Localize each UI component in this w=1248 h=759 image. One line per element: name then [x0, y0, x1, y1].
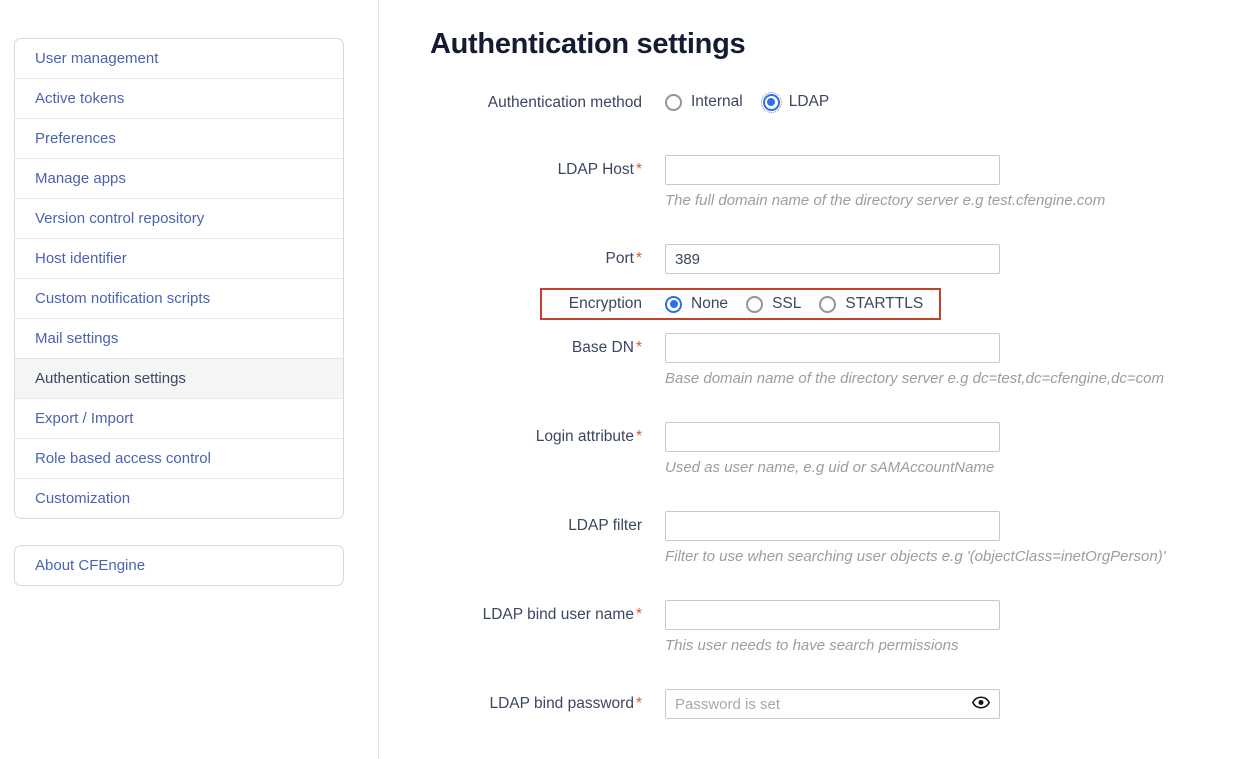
toggle-password-visibility-button[interactable] — [970, 694, 992, 714]
radio-internal-label: Internal — [691, 93, 743, 110]
bind-user-input[interactable] — [665, 600, 1000, 630]
sidebar-item-about-cfengine[interactable]: About CFEngine — [35, 557, 146, 574]
login-attribute-input[interactable] — [665, 422, 1000, 452]
bind-password-input[interactable] — [665, 689, 1000, 719]
bind-password-label — [430, 689, 642, 714]
sidebar-item-custom-notification-scripts[interactable]: Custom notification scripts — [15, 278, 343, 318]
sidebar-item-active-tokens[interactable]: Active tokens — [15, 78, 343, 118]
radio-ldap-label: LDAP — [788, 93, 830, 110]
bind-user-help: This user needs to have search permissions — [665, 637, 959, 654]
ldap-host-input[interactable] — [665, 155, 1000, 185]
radio-internal-icon — [665, 94, 682, 111]
encryption-label: Encryption — [568, 295, 642, 312]
bind-password-row — [430, 689, 1210, 719]
radio-starttls-icon — [819, 296, 836, 313]
ldap-filter-help: Filter to use when searching user objects e.g '(objectClass=inetOrgPerson)' — [665, 548, 1166, 565]
sidebar-item-authentication-settings[interactable]: Authentication settings — [15, 358, 343, 398]
settings-sidebar — [14, 38, 344, 586]
required-asterisk: * — [635, 606, 642, 623]
bind-password-label-text: LDAP bind password — [489, 695, 634, 712]
ldap-filter-input[interactable] — [665, 511, 1000, 541]
ldap-host-label — [430, 155, 642, 180]
radio-encryption-ssl[interactable] — [746, 295, 801, 313]
about-card — [14, 545, 344, 586]
auth-method-label: Authentication method — [487, 94, 642, 111]
sidebar-item-customization[interactable]: Customization — [15, 478, 343, 518]
required-asterisk: * — [635, 161, 642, 178]
sidebar-item-host-identifier[interactable]: Host identifier — [15, 238, 343, 278]
encryption-row — [430, 288, 1210, 320]
base-dn-help: Base domain name of the directory server e.g dc=test,dc=cfengine,dc=com — [665, 370, 1165, 387]
settings-nav-card — [14, 38, 344, 519]
radio-ssl-label: SSL — [772, 295, 802, 312]
radio-ssl-icon — [746, 296, 763, 313]
ldap-host-row — [430, 155, 1210, 210]
base-dn-row — [430, 333, 1210, 388]
required-asterisk: * — [635, 428, 642, 445]
radio-ldap[interactable] — [763, 93, 830, 111]
sidebar-item-export-import[interactable]: Export / Import — [15, 398, 343, 438]
ldap-host-label-text: LDAP Host — [557, 161, 634, 178]
auth-method-radio-group — [665, 91, 1210, 111]
sidebar-item-role-based-access-control[interactable]: Role based access control — [15, 438, 343, 478]
login-attribute-row — [430, 422, 1210, 477]
sidebar-item-mail-settings[interactable]: Mail settings — [15, 318, 343, 358]
radio-encryption-starttls[interactable] — [819, 295, 923, 313]
radio-none-icon — [665, 296, 682, 313]
bind-user-label-text: LDAP bind user name — [482, 606, 634, 623]
ldap-filter-label-text: LDAP filter — [568, 517, 642, 534]
port-row — [430, 244, 1210, 274]
main-content — [430, 28, 1210, 719]
radio-encryption-none[interactable] — [665, 295, 728, 313]
password-input-wrap — [665, 689, 1000, 719]
port-input[interactable] — [665, 244, 1000, 274]
port-label-text: Port — [605, 250, 634, 267]
bind-user-label — [430, 600, 642, 625]
ldap-host-help: The full domain name of the directory server e.g test.cfengine.com — [665, 192, 1106, 209]
port-label — [430, 244, 642, 269]
vertical-divider — [378, 0, 379, 759]
required-asterisk: * — [635, 250, 642, 267]
login-attribute-label-text: Login attribute — [535, 428, 634, 445]
sidebar-item-manage-apps[interactable]: Manage apps — [15, 158, 343, 198]
sidebar-item-version-control-repository[interactable]: Version control repository — [15, 198, 343, 238]
radio-ldap-icon — [763, 94, 780, 111]
base-dn-label — [430, 333, 642, 358]
sidebar-item-preferences[interactable]: Preferences — [15, 118, 343, 158]
radio-starttls-label: STARTTLS — [845, 295, 924, 312]
eye-icon — [972, 696, 990, 712]
bind-user-row — [430, 600, 1210, 655]
page-title: Authentication settings — [430, 28, 746, 60]
sidebar-item-user-management[interactable]: User management — [35, 50, 159, 67]
auth-method-row — [430, 91, 1210, 113]
ldap-filter-label — [430, 511, 642, 536]
base-dn-input[interactable] — [665, 333, 1000, 363]
encryption-radio-group — [665, 295, 923, 313]
radio-internal[interactable] — [665, 93, 743, 111]
login-attribute-label — [430, 422, 642, 447]
required-asterisk: * — [635, 339, 642, 356]
login-attribute-help: Used as user name, e.g uid or sAMAccountName — [665, 459, 995, 476]
base-dn-label-text: Base DN — [571, 339, 634, 356]
required-asterisk: * — [635, 695, 642, 712]
ldap-filter-row — [430, 511, 1210, 566]
encryption-highlight-box — [540, 288, 941, 320]
radio-none-label: None — [691, 295, 729, 312]
